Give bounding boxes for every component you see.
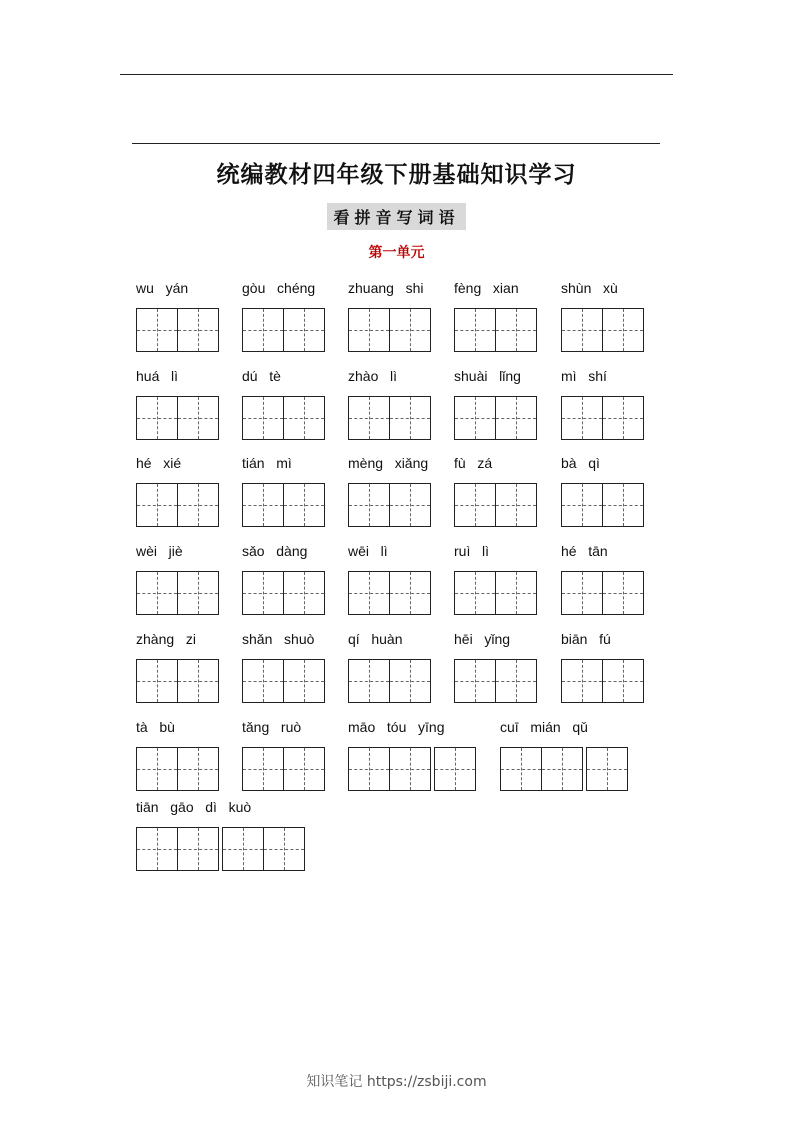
pinyin-label: qí huàn xyxy=(348,631,403,647)
pinyin-label: ruì lì xyxy=(454,543,490,559)
answer-box-group xyxy=(561,571,644,615)
writing-cell[interactable] xyxy=(495,396,537,440)
writing-cell[interactable] xyxy=(283,571,325,615)
pinyin-label: bà qì xyxy=(561,455,600,471)
answer-box-group xyxy=(136,659,219,703)
writing-cell[interactable] xyxy=(222,827,264,871)
writing-cell[interactable] xyxy=(283,747,325,791)
writing-cell[interactable] xyxy=(177,308,219,352)
pinyin-label: tà bù xyxy=(136,719,175,735)
pinyin-label: wèi jiè xyxy=(136,543,183,559)
answer-box-group xyxy=(136,571,219,615)
pinyin-label: hé xié xyxy=(136,455,182,471)
writing-cell[interactable] xyxy=(283,659,325,703)
writing-cell[interactable] xyxy=(177,483,219,527)
writing-cell[interactable] xyxy=(500,747,542,791)
pinyin-label: zhào lì xyxy=(348,368,398,384)
unit-heading: 第一单元 xyxy=(368,245,425,261)
section-subtitle: 看拼音写词语 xyxy=(327,203,465,230)
writing-cell[interactable] xyxy=(389,659,431,703)
writing-cell[interactable] xyxy=(242,308,284,352)
answer-box-group xyxy=(561,659,644,703)
writing-cell[interactable] xyxy=(454,308,496,352)
answer-box-group xyxy=(242,571,325,615)
writing-cell[interactable] xyxy=(454,659,496,703)
pinyin-label: mì shí xyxy=(561,368,607,384)
pinyin-label: dú tè xyxy=(242,368,281,384)
writing-cell[interactable] xyxy=(389,747,431,791)
pinyin-label: zhuang shi xyxy=(348,280,424,296)
writing-cell[interactable] xyxy=(586,747,628,791)
writing-cell[interactable] xyxy=(602,571,644,615)
answer-box-group xyxy=(454,483,537,527)
pinyin-label: wēi lì xyxy=(348,543,388,559)
page-title: 统编教材四年级下册基础知识学习 xyxy=(216,161,577,188)
writing-cell[interactable] xyxy=(389,483,431,527)
pinyin-label: zhàng zi xyxy=(136,631,196,647)
writing-cell[interactable] xyxy=(495,308,537,352)
answer-box-group xyxy=(561,396,644,440)
writing-cell[interactable] xyxy=(242,659,284,703)
answer-box-group xyxy=(242,396,325,440)
writing-cell[interactable] xyxy=(541,747,583,791)
writing-cell[interactable] xyxy=(454,483,496,527)
answer-box-group xyxy=(454,308,537,352)
answer-box-group xyxy=(242,308,325,352)
pinyin-label: shǎn shuò xyxy=(242,631,315,647)
writing-cell[interactable] xyxy=(177,396,219,440)
footer-watermark: 知识笔记 https://zsbiji.com xyxy=(306,1074,487,1090)
pinyin-label: tiān gāo dì kuò xyxy=(136,799,252,815)
subtitle-wrap xyxy=(0,203,793,230)
writing-cell[interactable] xyxy=(348,308,390,352)
writing-cell[interactable] xyxy=(242,571,284,615)
writing-cell[interactable] xyxy=(283,396,325,440)
writing-cell[interactable] xyxy=(602,659,644,703)
answer-box-group xyxy=(348,747,476,791)
writing-cell[interactable] xyxy=(283,483,325,527)
answer-box-group xyxy=(348,396,431,440)
answer-box-group xyxy=(500,747,628,791)
writing-cell[interactable] xyxy=(136,747,178,791)
writing-cell[interactable] xyxy=(348,571,390,615)
answer-box-group xyxy=(561,483,644,527)
pinyin-label: wu yán xyxy=(136,280,189,296)
writing-cell[interactable] xyxy=(495,483,537,527)
writing-cell[interactable] xyxy=(263,827,305,871)
pinyin-label: biān fú xyxy=(561,631,611,647)
pinyin-label: tǎng ruò xyxy=(242,719,302,735)
writing-cell[interactable] xyxy=(177,747,219,791)
writing-cell[interactable] xyxy=(348,483,390,527)
answer-box-group xyxy=(242,747,325,791)
writing-cell[interactable] xyxy=(454,571,496,615)
pinyin-label: hēi yǐng xyxy=(454,631,511,647)
writing-cell[interactable] xyxy=(602,308,644,352)
writing-cell[interactable] xyxy=(561,396,603,440)
answer-box-group xyxy=(136,827,305,871)
pinyin-label: tián mì xyxy=(242,455,292,471)
answer-box-group xyxy=(136,483,219,527)
writing-cell[interactable] xyxy=(495,571,537,615)
writing-cell[interactable] xyxy=(561,483,603,527)
writing-cell[interactable] xyxy=(389,396,431,440)
writing-cell[interactable] xyxy=(602,396,644,440)
writing-cell[interactable] xyxy=(561,571,603,615)
answer-box-group xyxy=(348,659,431,703)
writing-cell[interactable] xyxy=(136,659,178,703)
writing-cell[interactable] xyxy=(136,396,178,440)
pinyin-label: sǎo dàng xyxy=(242,543,308,559)
answer-box-group xyxy=(242,659,325,703)
answer-box-group xyxy=(454,659,537,703)
writing-cell[interactable] xyxy=(434,747,476,791)
answer-box-group xyxy=(561,308,644,352)
answer-box-group xyxy=(348,483,431,527)
pinyin-label: gòu chéng xyxy=(242,280,316,296)
answer-box-group xyxy=(454,571,537,615)
pinyin-label: huá lì xyxy=(136,368,179,384)
answer-box-group xyxy=(348,308,431,352)
writing-cell[interactable] xyxy=(136,308,178,352)
pinyin-label: mèng xiǎng xyxy=(348,455,429,471)
writing-cell[interactable] xyxy=(177,571,219,615)
writing-cell[interactable] xyxy=(242,396,284,440)
writing-cell[interactable] xyxy=(283,308,325,352)
writing-cell[interactable] xyxy=(348,747,390,791)
writing-cell[interactable] xyxy=(454,396,496,440)
writing-cell[interactable] xyxy=(389,571,431,615)
answer-box-group xyxy=(348,571,431,615)
answer-box-group xyxy=(242,483,325,527)
writing-cell[interactable] xyxy=(348,396,390,440)
answer-box-group xyxy=(136,308,219,352)
header-rule xyxy=(120,74,673,75)
writing-cell[interactable] xyxy=(177,659,219,703)
writing-cell[interactable] xyxy=(602,483,644,527)
pinyin-label: shùn xù xyxy=(561,280,618,296)
answer-box-group xyxy=(454,396,537,440)
writing-cell[interactable] xyxy=(495,659,537,703)
writing-cell[interactable] xyxy=(242,483,284,527)
pinyin-label: māo tóu yīng xyxy=(348,719,445,735)
writing-cell[interactable] xyxy=(136,571,178,615)
writing-cell[interactable] xyxy=(348,659,390,703)
title-rule xyxy=(132,143,660,144)
writing-cell[interactable] xyxy=(136,483,178,527)
writing-cell[interactable] xyxy=(389,308,431,352)
answer-box-group xyxy=(136,396,219,440)
writing-cell[interactable] xyxy=(136,827,178,871)
writing-cell[interactable] xyxy=(242,747,284,791)
writing-cell[interactable] xyxy=(561,659,603,703)
pinyin-label: fèng xian xyxy=(454,280,519,296)
pinyin-label: cuī mián qǔ xyxy=(500,719,588,735)
pinyin-label: fù zá xyxy=(454,455,493,471)
answer-box-group xyxy=(136,747,219,791)
pinyin-label: shuài lǐng xyxy=(454,368,521,384)
writing-cell[interactable] xyxy=(177,827,219,871)
writing-cell[interactable] xyxy=(561,308,603,352)
pinyin-label: hé tān xyxy=(561,543,608,559)
